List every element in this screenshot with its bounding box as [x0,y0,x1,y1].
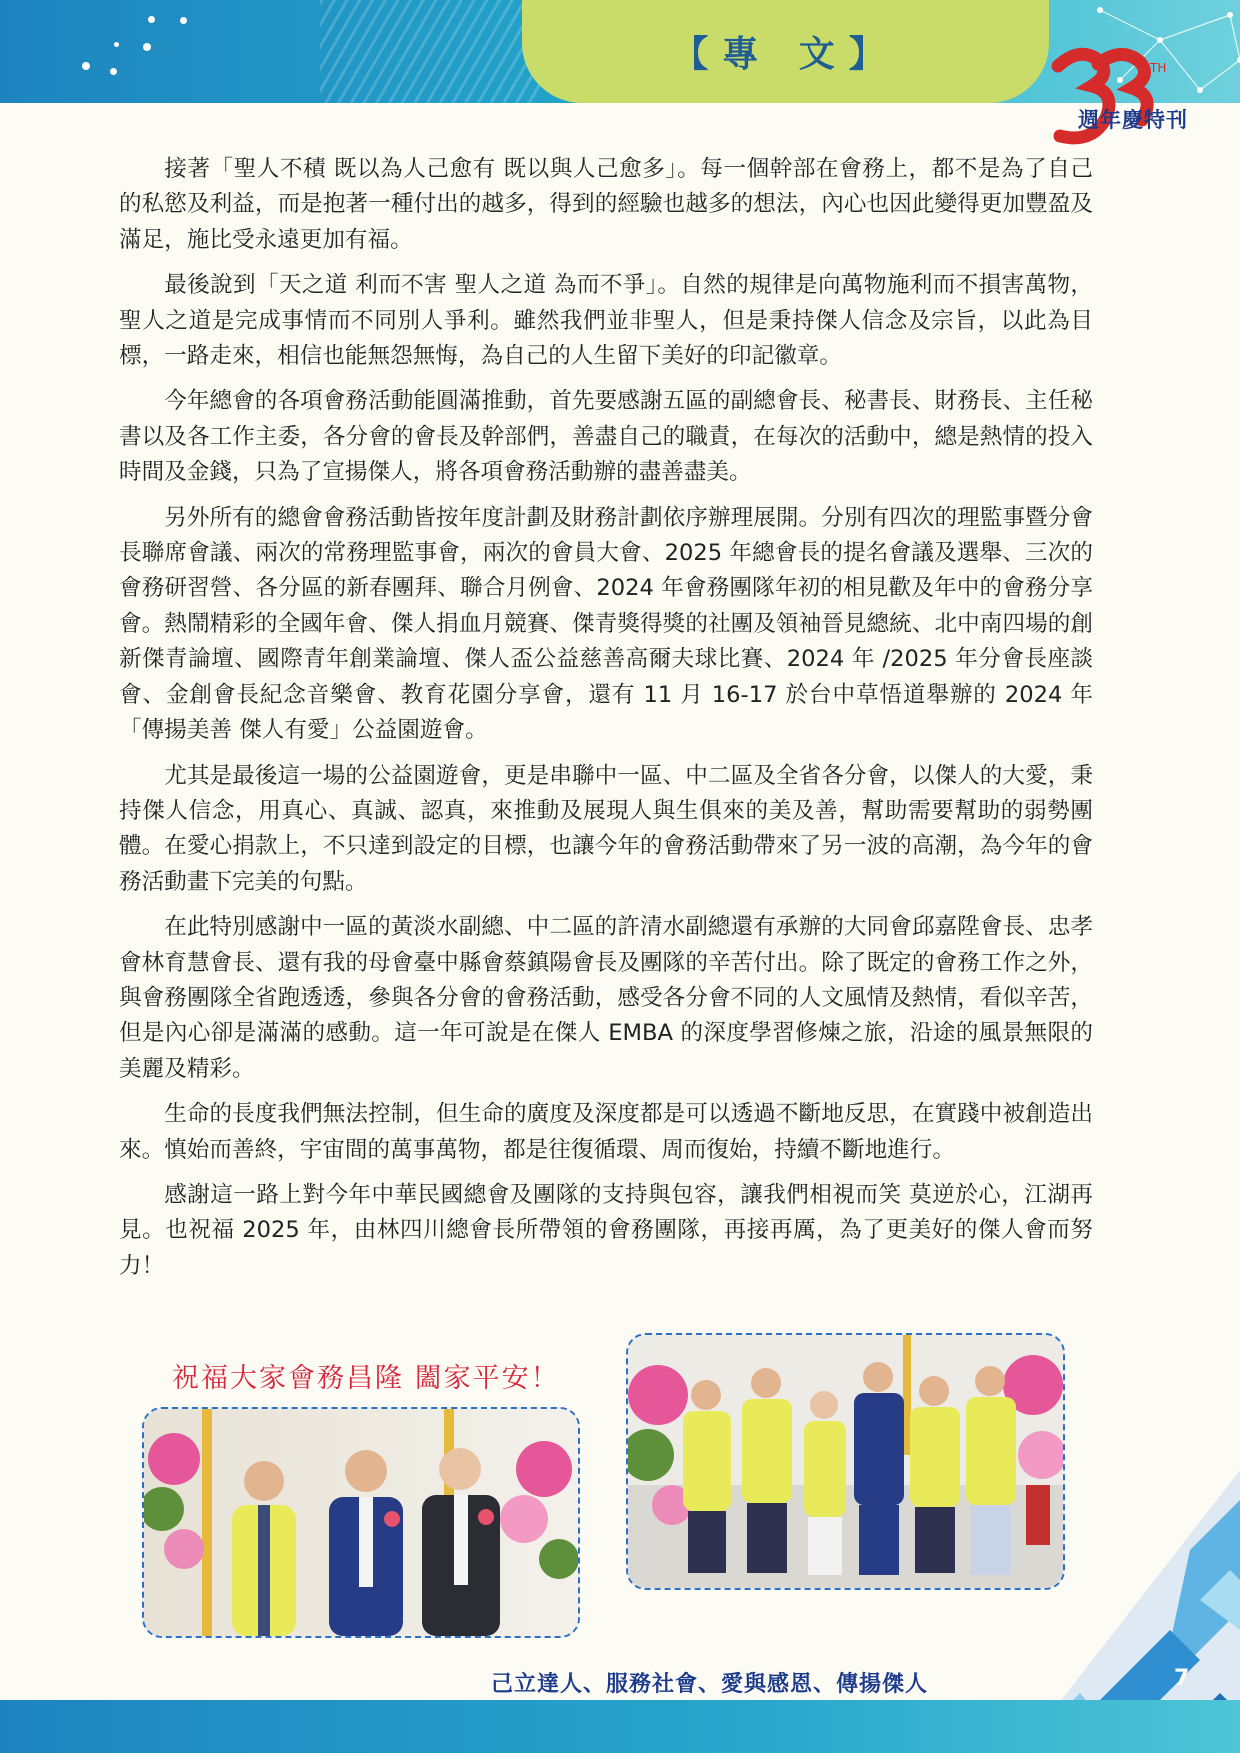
article-paragraph: 感謝這一路上對今年中華民國總會及團隊的支持與包容，讓我們相視而笑 莫逆於心，江湖再見。也祝福 2025 年，由林四川總會長所帶領的會務團隊，再接再厲，為了更美好的傑人會而努力！ [119,1181,1093,1279]
article-paragraph: 在此特別感謝中一區的黃淡水副總、中二區的許清水副總還有承辦的大同會邱嘉陞會長、忠孝會林育慧會長、還有我的母會臺中縣會蔡鎮陽會長及團隊的辛苦付出。除了既定的會務工作之外，與會務團隊全省跑透透，參與各分會的會務活動，感受各分會不同的人文風情及熱情，看似辛苦，但是內心卻是滿滿的感動。這一年可說是在傑人 EMBA 的深度學習修煉之旅，沿途的風景無限的美麗及精彩。 [119,914,1093,1082]
anniversary-logo-icon [1040,40,1240,160]
group-photo-three-men [142,1407,580,1638]
section-title: 【專 文】 [672,33,899,75]
footer-motto: 己立達人、服務社會、愛與感恩、傳揚傑人 [491,1671,929,1697]
article-paragraph: 另外所有的總會會務活動皆按年度計劃及財務計劃依序辦理展開。分別有四次的理監事暨分會長聯席會議、兩次的常務理監事會，兩次的會員大會、2025 年總會長的提名會議及選舉、三次的會務研習營、各分區的新春團拜、聯合月例會、2024 年會務團隊年初的相見歡及年中的會務分享會。熱鬧精彩的全國年會、傑人捐血月競賽、傑青獎得獎的社團及領袖晉見總統、北中南四場的創新傑青論壇、國際青年創業論壇、傑人盃公益慈善高爾夫球比賽、2024 年 /2025 年分會長座談會、金創會長紀念音樂會、教育花園分享會，還有 11 月 16-17 於台中草悟道舉辦的 2024 年「傳揚美善 傑人有愛」公益園遊會。 [119,504,1093,744]
page-number: 7 [1174,1666,1190,1691]
article-paragraph: 最後說到「天之道 利而不害 聖人之道 為而不爭」。自然的規律是向萬物施利而不損害萬物，聖人之道是完成事情而不同別人爭利。雖然我們並非聖人，但是秉持傑人信念及宗旨，以此為目標，一路走來，相信也能無怨無悔，為自己的人生留下美好的印記徽章。 [119,272,1093,370]
article-paragraph: 今年總會的各項會務活動能圓滿推動，首先要感謝五區的副總會長、秘書長、財務長、主任秘書以及各工作主委，各分會的會長及幹部們，善盡自己的職責，在每次的活動中，總是熱情的投入時間及金錢，只為了宣揚傑人，將各項會務活動辦的盡善盡美。 [119,388,1093,486]
anniversary-label: 週年慶特刊 [1078,107,1188,132]
article-paragraph: 尤其是最後這一場的公益園遊會，更是串聯中一區、中二區及全省各分會，以傑人的大愛，秉持傑人信念，用真心、真誠、認真，來推動及展現人與生俱來的美及善，幫助需要幫助的弱勢團體。在愛心捐款上，不只達到設定的目標，也讓今年的會務活動帶來了另一波的高潮，為今年的會務活動畫下完美的句點。 [119,762,1093,895]
blessing-text: 祝福大家會務昌隆 闔家平安！ [172,1363,560,1394]
header-stripes [320,0,540,103]
footer-banner [0,1700,1240,1753]
decor-dot [82,62,90,70]
article-paragraph: 接著「聖人不積 既以為人己愈有 既以與人己愈多」。每一個幹部在會務上，都不是為了自己的私慾及利益，而是抱著一種付出的越多，得到的經驗也越多的想法，內心也因此變得更加豐盈及滿足，施比受永遠更加有福。 [119,156,1093,253]
decor-dot [143,43,151,51]
decor-dot [180,17,187,24]
decor-dot [114,42,119,47]
article-paragraph: 生命的長度我們無法控制，但生命的廣度及深度都是可以透過不斷地反思，在實踐中被創造出來。慎始而善終，宇宙間的萬事萬物，都是往復循環、周而復始，持續不斷地進行。 [119,1101,1093,1163]
decor-dot [148,16,155,23]
logo-superscript: TH [1150,61,1167,75]
section-title-banner [522,0,1049,103]
article-body [119,152,1093,1294]
decor-dot [110,68,117,75]
